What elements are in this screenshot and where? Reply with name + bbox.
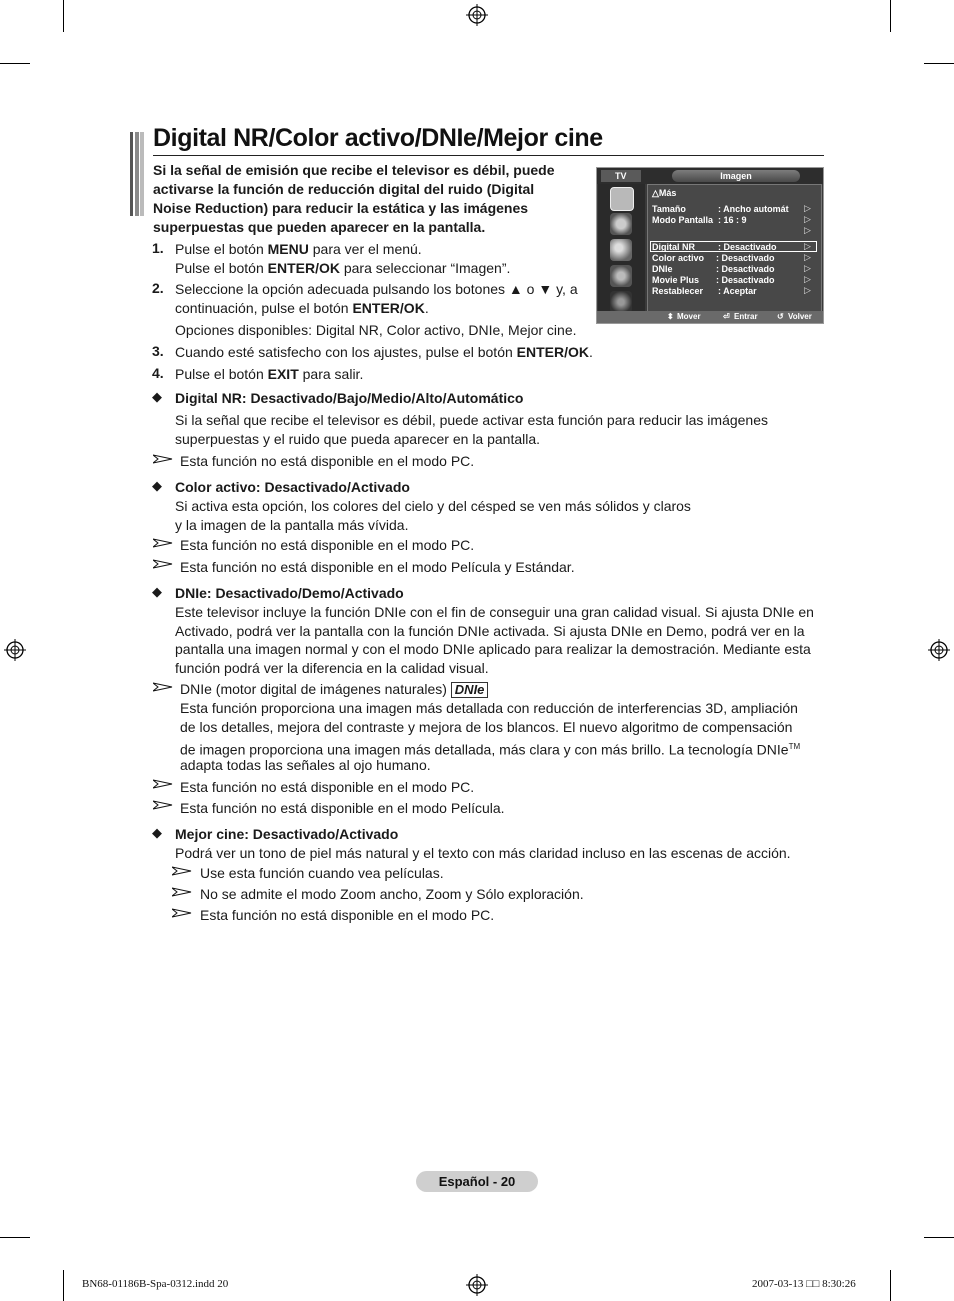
print-file-info: BN68-01186B-Spa-0312.indd 20 bbox=[82, 1278, 229, 1290]
tv-menu-screenshot bbox=[596, 167, 824, 324]
registration-mark-icon bbox=[466, 1274, 488, 1296]
note-text: DNIe (motor digital de imágenes naturales) DNIe bbox=[180, 680, 488, 699]
dnie-logo: DNIe bbox=[451, 682, 489, 698]
submenu-arrow-icon: ▷ bbox=[804, 225, 811, 235]
submenu-arrow-icon: ▷ bbox=[804, 241, 811, 251]
registration-mark-icon bbox=[466, 4, 488, 26]
intro-line: Si la señal de emisión que recibe el televisor es débil, puede bbox=[153, 162, 555, 178]
tv-menu-item: Movie Plus : Desactivado bbox=[652, 275, 775, 285]
tv-menu-header bbox=[597, 168, 823, 184]
sound-icon bbox=[610, 213, 632, 235]
crop-mark bbox=[924, 63, 954, 64]
picture-icon bbox=[610, 187, 634, 211]
step-text: Pulse el botón MENU para ver el menú. bbox=[175, 241, 422, 257]
print-date-info: 2007-03-13 □□ 8:30:26 bbox=[752, 1278, 856, 1290]
note-arrow-icon bbox=[153, 559, 173, 569]
tv-menu-list bbox=[647, 184, 822, 312]
intro-line: superpuestas que pueden aparecer en la pantalla. bbox=[153, 219, 486, 235]
submenu-arrow-icon: ▷ bbox=[804, 203, 811, 213]
note-text: No se admite el modo Zoom ancho, Zoom y Sólo exploración. bbox=[200, 886, 584, 902]
note-arrow-icon bbox=[172, 908, 192, 918]
crop-mark bbox=[890, 0, 891, 32]
tv-menu-sidebar bbox=[598, 184, 645, 312]
return-icon: ↺ bbox=[777, 312, 784, 321]
paragraph-line: superpuestas y el ruido que pueda aparecer en la pantalla. bbox=[175, 431, 541, 447]
note-text: Esta función no está disponible en el modo Película. bbox=[180, 800, 505, 816]
page-title: Digital NR/Color activo/DNIe/Mejor cine bbox=[153, 124, 603, 152]
tv-menu-item: Tamaño : Ancho automát bbox=[652, 204, 789, 214]
crop-mark bbox=[63, 0, 64, 32]
note-arrow-icon bbox=[172, 866, 192, 876]
paragraph-line: Esta función proporciona una imagen más detallada con reducción de interferencias 3D, ampliación bbox=[180, 700, 798, 716]
paragraph-line: adapta todas las señales al ojo humano. bbox=[180, 757, 431, 773]
intro-line: activarse la función de reducción digital del ruido (Digital bbox=[153, 181, 535, 197]
note-arrow-icon bbox=[153, 682, 173, 692]
tv-back-label: Volver bbox=[788, 312, 812, 321]
setup-icon bbox=[610, 265, 632, 287]
move-icon: ⬍ bbox=[667, 312, 674, 321]
note-text: Esta función no está disponible en el modo PC. bbox=[180, 453, 475, 469]
crop-mark bbox=[890, 1270, 891, 1301]
bullet-diamond-icon: ◆ bbox=[152, 584, 162, 599]
paragraph-line: Este televisor incluye la función DNIe con el fin de conseguir una gran calidad visual. Si ajusta DNIe en bbox=[175, 604, 814, 620]
tv-more-label: △Más bbox=[652, 188, 677, 198]
note-arrow-icon bbox=[172, 887, 192, 897]
paragraph-line: Podrá ver un tono de piel más natural y el texto con más claridad incluso en las escenas de acción. bbox=[175, 845, 791, 861]
submenu-arrow-icon: ▷ bbox=[804, 285, 811, 295]
bullet-diamond-icon: ◆ bbox=[152, 825, 162, 840]
title-accent-bar bbox=[130, 132, 144, 216]
crop-mark bbox=[924, 1237, 954, 1238]
step-text: Cuando esté satisfecho con los ajustes, pulse el botón ENTER/OK. bbox=[175, 344, 593, 360]
note-text: Esta función no está disponible en el modo PC. bbox=[180, 537, 475, 553]
paragraph-line: de los detalles, mejora del contraste y mejora de los blancos. El nuevo algoritmo de compensación bbox=[180, 719, 793, 735]
section-heading: Color activo: Desactivado/Activado bbox=[175, 479, 410, 495]
paragraph-line: pantalla una imagen normal y con el modo DNIe aplicado para realizar la demostración. Mediante esta bbox=[175, 641, 811, 657]
paragraph-line: Si la señal que recibe el televisor es débil, puede activar esta función para reducir las imágenes bbox=[175, 412, 769, 428]
paragraph-line: y la imagen de la pantalla más vívida. bbox=[175, 517, 409, 533]
submenu-arrow-icon: ▷ bbox=[804, 263, 811, 273]
step-number: 1. bbox=[152, 240, 164, 256]
bullet-diamond-icon: ◆ bbox=[152, 478, 162, 493]
tv-menu-item: Color activo : Desactivado bbox=[652, 253, 775, 263]
note-text: Use esta función cuando vea películas. bbox=[200, 865, 444, 881]
section-heading: Digital NR: Desactivado/Bajo/Medio/Alto/Automático bbox=[175, 390, 524, 406]
note-arrow-icon bbox=[153, 538, 173, 548]
section-heading: Mejor cine: Desactivado/Activado bbox=[175, 826, 399, 842]
crop-mark bbox=[0, 1237, 30, 1238]
tv-menu-item: Restablecer : Aceptar bbox=[652, 286, 757, 296]
paragraph-line: de imagen proporciona una imagen más detallada, más clara y con más brillo. La tecnología DNIe™ bbox=[180, 741, 801, 758]
submenu-arrow-icon: ▷ bbox=[804, 214, 811, 224]
note-text: Esta función no está disponible en el modo Película y Estándar. bbox=[180, 559, 575, 575]
tv-menu-footer bbox=[597, 311, 823, 323]
tv-menu-item-selected: Digital NR : Desactivado bbox=[652, 242, 777, 252]
step-text: Opciones disponibles: Digital NR, Color activo, DNIe, Mejor cine. bbox=[175, 322, 577, 338]
channel-icon bbox=[610, 239, 632, 261]
note-text: Esta función no está disponible en el modo PC. bbox=[200, 907, 495, 923]
step-text: Pulse el botón EXIT para salir. bbox=[175, 366, 364, 382]
registration-mark-icon bbox=[928, 639, 950, 661]
submenu-arrow-icon: ▷ bbox=[804, 274, 811, 284]
paragraph-line: función podrá ver la diferencia en la calidad visual. bbox=[175, 660, 489, 676]
submenu-arrow-icon: ▷ bbox=[804, 252, 811, 262]
page-number: Español - 20 bbox=[416, 1171, 538, 1192]
crop-mark bbox=[63, 1270, 64, 1301]
note-text: Esta función no está disponible en el modo PC. bbox=[180, 779, 475, 795]
title-underline bbox=[153, 155, 824, 156]
step-number: 4. bbox=[152, 365, 164, 381]
enter-icon: ⏎ bbox=[723, 312, 730, 321]
intro-line: Noise Reduction) para reducir la estática y las imágenes bbox=[153, 200, 529, 216]
tv-source-label: TV bbox=[601, 170, 641, 182]
step-number: 3. bbox=[152, 343, 164, 359]
step-text: Pulse el botón ENTER/OK para seleccionar “Imagen”. bbox=[175, 260, 511, 276]
paragraph-line: Si activa esta opción, los colores del cielo y del césped se ven más sólidos y claros bbox=[175, 498, 691, 514]
tv-menu-tab: Imagen bbox=[672, 170, 800, 182]
crop-mark bbox=[0, 63, 30, 64]
step-text: continuación, pulse el botón ENTER/OK. bbox=[175, 300, 429, 316]
tv-move-label: Mover bbox=[677, 312, 701, 321]
note-arrow-icon bbox=[153, 800, 173, 810]
note-arrow-icon bbox=[153, 779, 173, 789]
bullet-diamond-icon: ◆ bbox=[152, 389, 162, 404]
note-arrow-icon bbox=[153, 454, 173, 464]
tv-enter-label: Entrar bbox=[734, 312, 758, 321]
tv-menu-item: DNIe : Desactivado bbox=[652, 264, 775, 274]
input-icon bbox=[610, 291, 632, 313]
section-heading: DNIe: Desactivado/Demo/Activado bbox=[175, 585, 404, 601]
step-number: 2. bbox=[152, 280, 164, 296]
tv-menu-item: Modo Pantalla : 16 : 9 bbox=[652, 215, 747, 225]
registration-mark-icon bbox=[4, 639, 26, 661]
step-text: Seleccione la opción adecuada pulsando los botones ▲ o ▼ y, a bbox=[175, 281, 578, 297]
paragraph-line: Activado, podrá ver la pantalla con la función DNIe activada. Si ajusta DNIe en Demo, podrá ver en la bbox=[175, 623, 805, 639]
